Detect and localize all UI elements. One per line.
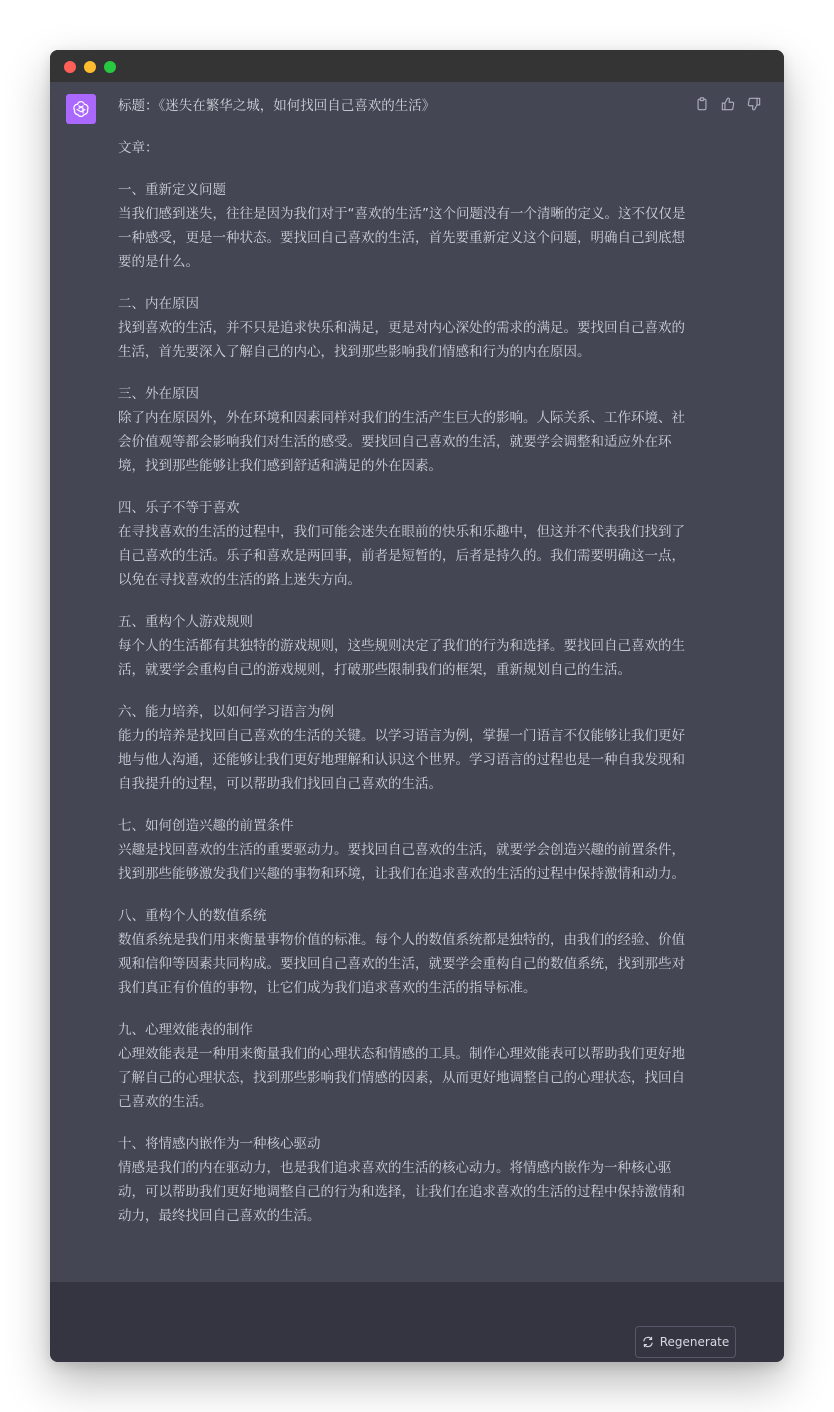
section-heading: 四、乐子不等于喜欢	[118, 500, 240, 516]
article-section	[118, 610, 698, 682]
article-section	[118, 700, 698, 796]
refresh-icon	[642, 1336, 654, 1348]
section-body: 在寻找喜欢的生活的过程中，我们可能会迷失在眼前的快乐和乐趣中，但这并不代表我们找到了自己喜欢的生活。乐子和喜欢是两回事，前者是短暂的，后者是持久的。我们需要明确这一点，以免在寻找喜欢的生活的路上迷失方向。	[118, 524, 685, 588]
section-body: 数值系统是我们用来衡量事物价值的标准。每个人的数值系统都是独特的，由我们的经验、价值观和信仰等因素共同构成。要找回自己喜欢的生活，就要学会重构自己的数值系统，找到那些对我们真正有价值的事物，让它们成为我们追求喜欢的生活的指导标准。	[118, 932, 685, 996]
minimize-window-button[interactable]	[84, 61, 96, 73]
article-title: 标题：《迷失在繁华之城，如何找回自己喜欢的生活》	[118, 98, 436, 114]
title-bar	[50, 50, 784, 82]
section-heading: 三、外在原因	[118, 386, 199, 402]
section-body: 除了内在原因外，外在环境和因素同样对我们的生活产生巨大的影响。人际关系、工作环境、社会价值观等都会影响我们对生活的感受。要找回自己喜欢的生活，就要学会调整和适应外在环境，找到那些能够让我们感到舒适和满足的外在因素。	[118, 410, 685, 474]
composer-footer	[50, 1282, 784, 1362]
section-heading: 一、重新定义问题	[118, 182, 226, 198]
message-content	[118, 94, 698, 1246]
section-body: 心理效能表是一种用来衡量我们的心理状态和情感的工具。制作心理效能表可以帮助我们更好地了解自己的心理状态，找到那些影响我们情感的因素，从而更好地调整自己的心理状态，找回自己喜欢的生活。	[118, 1046, 685, 1110]
article-section	[118, 496, 698, 592]
regenerate-button[interactable]	[635, 1326, 736, 1358]
section-heading: 八、重构个人的数值系统	[118, 908, 267, 924]
section-heading: 九、心理效能表的制作	[118, 1022, 253, 1038]
article-section	[118, 1132, 698, 1228]
close-window-button[interactable]	[64, 61, 76, 73]
article-section	[118, 292, 698, 364]
article-section	[118, 382, 698, 478]
section-body: 情感是我们的内在驱动力，也是我们追求喜欢的生活的核心动力。将情感内嵌作为一种核心驱动，可以帮助我们更好地调整自己的行为和选择，让我们在追求喜欢的生活的过程中保持激情和动力，最终找回自己喜欢的生活。	[118, 1160, 685, 1224]
section-body: 每个人的生活都有其独特的游戏规则，这些规则决定了我们的行为和选择。要找回自己喜欢的生活，就要学会重构自己的游戏规则，打破那些限制我们的框架，重新规划自己的生活。	[118, 638, 685, 678]
thumbs-up-icon	[721, 97, 735, 111]
app-window	[50, 50, 784, 1362]
section-body: 找到喜欢的生活，并不只是追求快乐和满足，更是对内心深处的需求的满足。要找回自己喜欢的生活，首先要深入了解自己的内心，找到那些影响我们情感和行为的内在原因。	[118, 320, 685, 360]
section-heading: 二、内在原因	[118, 296, 199, 312]
article-section	[118, 1018, 698, 1114]
assistant-message	[50, 82, 784, 1282]
section-body: 兴趣是找回喜欢的生活的重要驱动力。要找回自己喜欢的生活，就要学会创造兴趣的前置条件，找到那些能够激发我们兴趣的事物和环境，让我们在追求喜欢的生活的过程中保持激情和动力。	[118, 842, 685, 882]
section-heading: 五、重构个人游戏规则	[118, 614, 253, 630]
section-heading: 六、能力培养，以如何学习语言为例	[118, 704, 334, 720]
thumbs-down-button[interactable]	[746, 96, 762, 112]
thumbs-up-button[interactable]	[720, 96, 736, 112]
openai-logo-icon	[71, 99, 91, 119]
article-section	[118, 814, 698, 886]
article-intro: 文章：	[118, 140, 159, 156]
section-body: 当我们感到迷失，往往是因为我们对于“喜欢的生活”这个问题没有一个清晰的定义。这不仅仅是一种感受，更是一种状态。要找回自己喜欢的生活，首先要重新定义这个问题，明确自己到底想要的是什么。	[118, 206, 686, 270]
message-actions	[694, 96, 762, 112]
section-heading: 十、将情感内嵌作为一种核心驱动	[118, 1136, 321, 1152]
maximize-window-button[interactable]	[104, 61, 116, 73]
article-section	[118, 178, 698, 274]
section-body: 能力的培养是找回自己喜欢的生活的关键。以学习语言为例，掌握一门语言不仅能够让我们更好地与他人沟通，还能够让我们更好地理解和认识这个世界。学习语言的过程也是一种自我发现和自我提升的过程，可以帮助我们找回自己喜欢的生活。	[118, 728, 685, 792]
article-section	[118, 904, 698, 1000]
section-heading: 七、如何创造兴趣的前置条件	[118, 818, 294, 834]
regenerate-label: Regenerate	[659, 1335, 730, 1349]
assistant-avatar	[66, 94, 96, 124]
thumbs-down-icon	[747, 97, 761, 111]
